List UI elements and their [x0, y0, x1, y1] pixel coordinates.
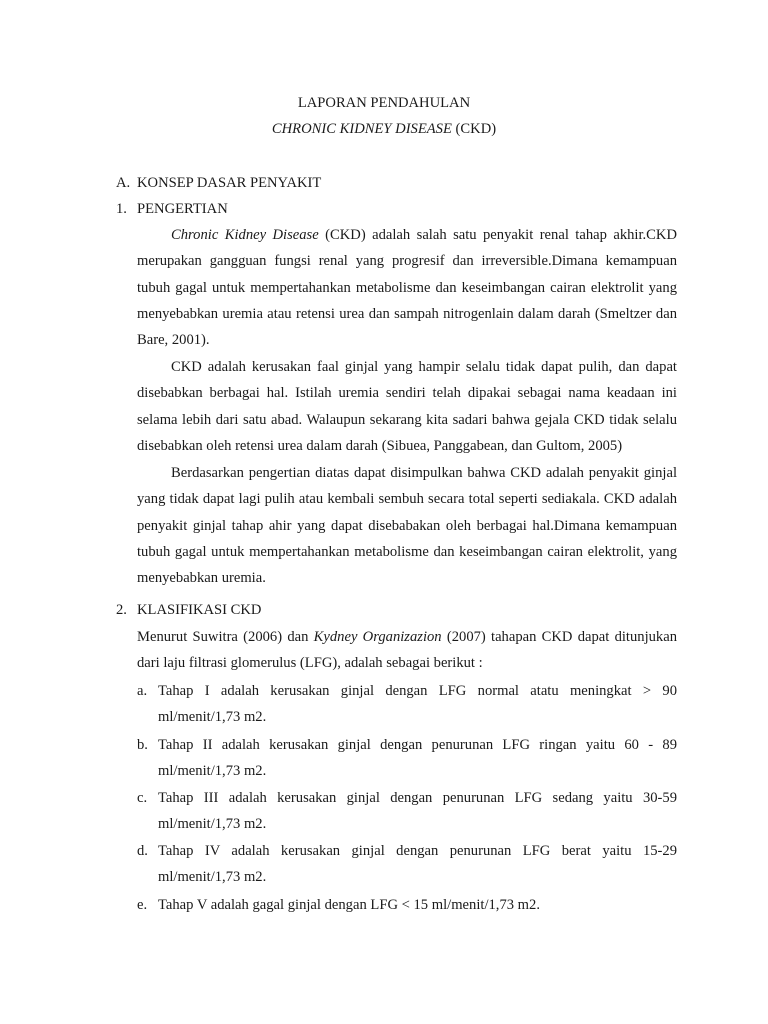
definition-paragraph-3 [137, 460, 677, 591]
classification-intro-b: (2007) tahapan CKD dapat ditunjukan dari laju filtrasi glomerulus (LFG), adalah sebagai berikut : [137, 629, 677, 672]
subtitle-rest: (CKD) [451, 121, 497, 137]
list-item [137, 678, 677, 731]
list-item-text: Tahap III adalah kerusakan ginjal dengan penurunan LFG sedang yaitu 30-59 ml/menit/1,73 m2. [158, 790, 677, 833]
list-item-text: Tahap II adalah kerusakan ginjal dengan penurunan LFG ringan yaitu 60 - 89 ml/menit/1,73 m2. [158, 737, 677, 780]
definition-paragraph-2 [137, 354, 677, 459]
section-1-number: 1. [116, 201, 127, 217]
list-item-text: Tahap V adalah gagal ginjal dengan LFG < 15 ml/menit/1,73 m2. [158, 897, 540, 913]
document-title [0, 94, 768, 112]
list-item-letter: c. [137, 790, 148, 806]
document-subtitle [0, 120, 768, 138]
section-a-label: KONSEP DASAR PENYAKIT [137, 175, 322, 191]
section-a-heading [116, 174, 321, 192]
list-item [137, 732, 677, 785]
definition-paragraph-3-text: Berdasarkan pengertian diatas dapat disimpulkan bahwa CKD adalah penyakit ginjal yang tidak dapat lagi pulih atau kembali sembuh secara total seperti sediakala. CKD adalah penyakit ginjal tahap ahir yang dapat disebabakan oleh berbagai hal.Dimana kemampuan tubuh gagal untuk mempertahankan metabolisme dan keseimbangan cairan elektrolit, yang menyebabkan uremia. [137, 465, 677, 587]
list-item-letter: a. [137, 683, 148, 699]
list-item-text: Tahap I adalah kerusakan ginjal dengan LFG normal atatu meningkat > 90 ml/menit/1,73 m2. [158, 683, 677, 726]
list-item [137, 892, 677, 918]
subtitle-italic: CHRONIC KIDNEY DISEASE [271, 121, 452, 137]
section-1-label: PENGERTIAN [137, 201, 228, 217]
definition-paragraph-2-text: CKD adalah kerusakan faal ginjal yang hampir selalu tidak dapat pulih, dan dapat disebabkan berbagai hal. Istilah uremia sendiri telah dipakai sebagai nama keadaan ini selama lebih dari satu abad. Walaupun sekarang kita sadari bahwa gejala CKD tidak selalu disebabkan oleh retensi urea dalam darah (Sibuea, Panggabean, dan Gultom, 2005) [137, 359, 677, 454]
title-line-1: LAPORAN PENDAHULAN [297, 95, 471, 111]
list-item-letter: d. [137, 843, 148, 859]
definition-paragraph-1-text: (CKD) adalah salah satu penyakit renal tahap akhir.CKD merupakan gangguan fungsi renal yang progresif dan irreversible.Dimana kemampuan tubuh gagal untuk mempertahankan metabolisme dan keseimbangan cairan elektrolit yang menyebabkan uremia atau retensi urea dan sampah nitrogenlain dalam darah (Smeltzer dan Bare, 2001). [137, 227, 677, 349]
classification-intro-italic: Kydney Organizazion [313, 629, 442, 645]
section-2-heading [116, 601, 261, 619]
section-2-number: 2. [116, 602, 127, 618]
classification-intro [137, 624, 677, 677]
classification-intro-a: Menurut Suwitra (2006) dan [137, 629, 314, 645]
section-1-heading [116, 200, 228, 218]
list-item-letter: e. [137, 897, 148, 913]
list-item-letter: b. [137, 737, 148, 753]
list-item [137, 838, 677, 891]
list-item [137, 785, 677, 838]
definition-term: Chronic Kidney Disease [171, 227, 319, 243]
list-item-text: Tahap IV adalah kerusakan ginjal dengan penurunan LFG berat yaitu 15-29 ml/menit/1,73 m2. [158, 843, 677, 886]
definition-paragraph-1 [137, 222, 677, 353]
section-a-number: A. [116, 175, 131, 191]
section-2-label: KLASIFIKASI CKD [137, 602, 262, 618]
